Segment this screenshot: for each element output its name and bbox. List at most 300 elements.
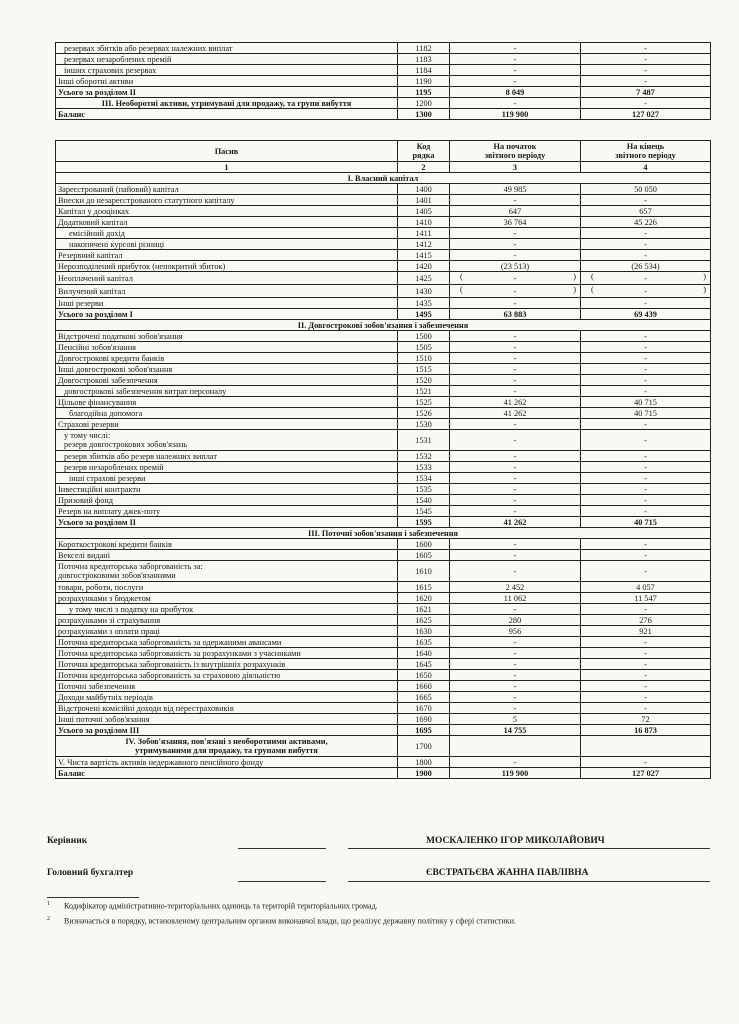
row-value-end: - [581,331,711,342]
row-label: емісійний дохід [69,228,125,238]
row-name [56,109,398,120]
row-name [56,364,398,375]
table-row [56,528,711,539]
table-row [56,725,711,736]
row-name [56,582,398,593]
row-value-start: - [450,670,581,681]
row-value-end: - [581,342,711,353]
row-value-start: - [450,353,581,364]
header-code: Код рядка [398,141,450,162]
row-value-start: - [450,484,581,495]
row-code: 1420 [398,261,450,272]
row-code: 1695 [398,725,450,736]
row-code: 1521 [398,386,450,397]
row-label: Вилучений капітал [58,286,126,296]
row-value-start: 8 049 [450,87,581,98]
table-row [56,195,711,206]
row-code: 1401 [398,195,450,206]
row-value-start: 119 900 [450,768,581,779]
row-name [56,757,398,768]
footnote-2: $^2$ Визначається в порядку, встановленому центральним органом виконавчої влади, що реалізує державну політику у сфері статистики. [47,916,516,926]
row-name [56,681,398,692]
row-code: 1620 [398,593,450,604]
row-code: 1411 [398,228,450,239]
row-value-start: - [450,375,581,386]
section-title: II. Довгострокові зобов'язання і забезпечення [56,320,711,331]
table-row [56,261,711,272]
paren-close: ) [573,272,576,281]
row-name [56,285,398,298]
table-row [56,65,711,76]
row-code: 1540 [398,495,450,506]
row-value-end: (26 534) [581,261,711,272]
table-row [56,43,711,54]
row-label: Поточна кредиторська заборгованість із внутрішніх розрахунків [58,659,286,669]
paren-open: ( [460,285,463,294]
table-row [56,768,711,779]
paren-value: - [644,286,647,296]
row-label: Інші резерви [58,298,104,308]
row-code: 1534 [398,473,450,484]
row-label: Інші поточні зобов'язання [58,714,150,724]
row-value-start: 36 764 [450,217,581,228]
row-code: 1600 [398,539,450,550]
row-label: Довгострокові забезпечення [58,375,158,385]
row-value-end: 50 050 [581,184,711,195]
row-code: 1532 [398,451,450,462]
row-name [56,703,398,714]
table-row [56,217,711,228]
row-name [56,87,398,98]
row-value-end: - [581,98,711,109]
row-code: 1410 [398,217,450,228]
row-label: Інші довгострокові зобов'язання [58,364,173,374]
row-name [56,736,398,757]
row-code: 1515 [398,364,450,375]
row-code: 1545 [398,506,450,517]
row-code: 1182 [398,43,450,54]
row-value-end: 16 873 [581,725,711,736]
row-label: Неоплачений капітал [58,273,133,283]
row-name [56,430,398,451]
row-name [56,451,398,462]
accountant-name-line [348,881,710,882]
header-end: На кінець звітного періоду [581,141,711,162]
row-value-end: - [581,670,711,681]
row-code: 1425 [398,272,450,285]
row-code: 1195 [398,87,450,98]
header-start: На початок звітного періоду [450,141,581,162]
row-code: 1625 [398,615,450,626]
row-label: благодійна допомога [69,408,143,418]
row-code: 1531 [398,430,450,451]
row-value-end: - [581,228,711,239]
row-label-cont: утримуваними для продажу, та групами вибуття [135,746,318,755]
table-row [56,703,711,714]
row-name [56,550,398,561]
row-value-end [581,285,711,298]
table-row [56,561,711,582]
row-value-end: 40 715 [581,397,711,408]
row-name [56,309,398,320]
row-value-start: 41 262 [450,397,581,408]
row-code: 1535 [398,484,450,495]
head-signature-line [238,848,326,849]
row-label: Короткострокові кредити банків [58,539,172,549]
paren-open: ( [591,285,594,294]
table-row [56,298,711,309]
row-value-end: - [581,54,711,65]
row-name [56,637,398,648]
row-label: резервах незароблених премій [64,54,172,64]
row-label: Резервний капітал [58,250,123,260]
row-label: Поточна кредиторська заборгованість за страховою діяльністю [58,670,281,680]
row-label: III. Необоротні активи, утримувані для продажу, та групи вибуття [101,98,352,108]
row-name [56,397,398,408]
row-label: Пенсійні зобов'язання [58,342,136,352]
row-name [56,408,398,419]
row-label: Відстрочені податкові зобов'язання [58,331,183,341]
table-row [56,408,711,419]
paren-open: ( [591,272,594,281]
table-row [56,364,711,375]
row-value-start: 2 452 [450,582,581,593]
row-label: Призовий фонд [58,495,114,505]
table-row [56,670,711,681]
row-name [56,65,398,76]
row-name [56,250,398,261]
table-row [56,285,711,298]
table-row [56,228,711,239]
row-code: 1526 [398,408,450,419]
row-value-end: - [581,757,711,768]
row-value-end: - [581,451,711,462]
row-label: Внески до незареєстрованого статутного капіталу [58,195,235,205]
table-row [56,76,711,87]
table-row [56,342,711,353]
table-row [56,54,711,65]
row-value-start: - [450,462,581,473]
row-code: 1500 [398,331,450,342]
table-row [56,87,711,98]
row-label: Страхові резерви [58,419,119,429]
table-row [56,550,711,561]
row-code: 1595 [398,517,450,528]
row-value-start: - [450,65,581,76]
table-row [56,484,711,495]
row-code: 1184 [398,65,450,76]
row-label: розрахунками зі страхування [58,615,161,625]
table-row [56,615,711,626]
row-code: 1430 [398,285,450,298]
row-value-start: - [450,250,581,261]
row-value-end: - [581,703,711,714]
row-value-end: 7 487 [581,87,711,98]
table-row [56,98,711,109]
row-code: 1621 [398,604,450,615]
row-value-start: - [450,98,581,109]
section-title: I. Власний капітал [56,173,711,184]
row-value-start: - [450,76,581,87]
table-row [56,692,711,703]
row-label: Цільове фінансування [58,397,137,407]
row-name [56,206,398,217]
row-name [56,626,398,637]
row-code: 1650 [398,670,450,681]
row-code: 1635 [398,637,450,648]
row-code: 1615 [398,582,450,593]
row-value-end: 40 715 [581,517,711,528]
row-value-start: - [450,648,581,659]
row-name [56,375,398,386]
row-value-start: - [450,430,581,451]
table-row [56,604,711,615]
table-row [56,736,711,757]
row-code: 1183 [398,54,450,65]
row-value-start: - [450,550,581,561]
row-name [56,648,398,659]
column-number-row [56,162,711,173]
row-value-end: - [581,681,711,692]
row-code: 1405 [398,206,450,217]
row-code: 1630 [398,626,450,637]
row-value-end: 657 [581,206,711,217]
row-name [56,228,398,239]
row-code: 1665 [398,692,450,703]
row-value-start: - [450,239,581,250]
row-value-start [450,736,581,757]
paren-value: - [644,273,647,283]
row-label: Інші оборотні активи [58,76,134,86]
colnum-3: 3 [450,162,581,173]
row-value-start: - [450,659,581,670]
table-row [56,309,711,320]
row-value-end: 921 [581,626,711,637]
row-value-start: - [450,43,581,54]
row-label: розрахунками з оплати праці [58,626,160,636]
table-row [56,714,711,725]
table-row [56,250,711,261]
row-value-end: 40 715 [581,408,711,419]
row-name [56,714,398,725]
row-label: IV. Зобов'язання, пов'язані з необоротними активами, [125,737,328,746]
row-label: Векселі видані [58,550,111,560]
row-value-end: - [581,239,711,250]
row-value-start: - [450,195,581,206]
row-name [56,184,398,195]
row-value-start: 11 062 [450,593,581,604]
row-label: Зареєстрований (пайовий) капітал [58,184,179,194]
row-label: товари, роботи, послуги [58,582,144,592]
row-value-end: - [581,375,711,386]
row-value-start: - [450,506,581,517]
row-name [56,561,398,582]
row-name [56,419,398,430]
row-value-start: 280 [450,615,581,626]
row-label: Додатковий капітал [58,217,128,227]
row-value-start: 49 985 [450,184,581,195]
row-code: 1670 [398,703,450,714]
row-value-start: - [450,637,581,648]
row-value-end: - [581,561,711,582]
table-row [56,659,711,670]
row-value-start: - [450,331,581,342]
row-value-end: 127 027 [581,768,711,779]
row-value-start: - [450,342,581,353]
row-code: 1505 [398,342,450,353]
row-value-end: 69 439 [581,309,711,320]
row-code: 1533 [398,462,450,473]
row-value-start: - [450,386,581,397]
table-row [56,495,711,506]
balance-top-table [55,42,711,120]
row-value-end: - [581,430,711,451]
row-name [56,43,398,54]
row-label: Доходи майбутніх періодів [58,692,153,702]
row-value-start: - [450,539,581,550]
row-value-end: 127 027 [581,109,711,120]
row-name [56,342,398,353]
row-code: 1495 [398,309,450,320]
row-value-start: - [450,692,581,703]
row-label: у тому числі з податку на прибуток [69,604,194,614]
paren-open: ( [460,272,463,281]
row-value-start: 63 883 [450,309,581,320]
row-code: 1520 [398,375,450,386]
row-label: Усього за розділом II [58,87,137,97]
accountant-signature-line [238,881,326,882]
row-name [56,484,398,495]
row-code: 1900 [398,768,450,779]
table-row [56,272,711,285]
row-code: 1400 [398,184,450,195]
row-label: Усього за розділом I [58,309,133,319]
row-value-end: 45 226 [581,217,711,228]
row-name [56,217,398,228]
table-header-row [56,141,711,162]
table-row [56,375,711,386]
row-value-end: - [581,495,711,506]
accountant-name: ЄВСТРАТЬЄВА ЖАННА ПАВЛІВНА [426,868,589,878]
row-label: Довгострокові кредити банків [58,353,165,363]
row-label: інших страхових резервах [64,65,157,75]
table-row [56,473,711,484]
footnote-1: $^1$ Кодифікатор адміністративно-територіальних одиниць та територій територіальних громад. [47,901,378,911]
row-name [56,517,398,528]
table-row [56,626,711,637]
row-code: 1510 [398,353,450,364]
row-name [56,331,398,342]
row-label: Поточна кредиторська заборгованість за одержаними авансами [58,637,282,647]
row-name [56,604,398,615]
row-value-start [450,285,581,298]
table-row [56,506,711,517]
row-label: накопичені курсові різниці [69,239,165,249]
row-name [56,261,398,272]
row-label: V. Чиста вартість активів недержавного пенсійного фонду [58,757,264,767]
table-row [56,430,711,451]
table-row [56,397,711,408]
row-value-end: - [581,43,711,54]
row-value-end: 11 547 [581,593,711,604]
row-code: 1690 [398,714,450,725]
row-value-end: - [581,648,711,659]
row-name [56,195,398,206]
row-name [56,615,398,626]
row-name [56,506,398,517]
row-code: 1645 [398,659,450,670]
row-label: резерв збитків або резерв належних виплат [64,451,217,461]
row-name [56,692,398,703]
table-row [56,386,711,397]
table-row [56,451,711,462]
row-value-start: - [450,681,581,692]
row-label: Усього за розділом III [58,725,140,735]
row-name [56,495,398,506]
row-value-start [450,272,581,285]
row-value-end: 72 [581,714,711,725]
row-code: 1300 [398,109,450,120]
row-label: резерв незароблених премій [64,462,164,472]
row-value-start: - [450,757,581,768]
row-code: 1415 [398,250,450,261]
row-value-end [581,272,711,285]
row-code: 1190 [398,76,450,87]
row-code: 1530 [398,419,450,430]
row-label: Баланс [58,768,85,778]
row-name [56,659,398,670]
row-label: Відстрочені комісійні доходи від перестраховиків [58,703,234,713]
table-row [56,419,711,430]
table-row [56,331,711,342]
row-value-end: - [581,637,711,648]
colnum-1: 1 [56,162,398,173]
row-name [56,386,398,397]
row-name [56,539,398,550]
table-row [56,184,711,195]
row-value-end: - [581,484,711,495]
row-name [56,76,398,87]
row-value-end: - [581,353,711,364]
table-row [56,582,711,593]
row-label: Поточні забезпечення [58,681,136,691]
head-label: Керівник [47,836,88,846]
row-code: 1640 [398,648,450,659]
row-name [56,98,398,109]
paren-value: - [513,273,517,283]
table-row [56,757,711,768]
row-code: 1660 [398,681,450,692]
footnote-divider [47,897,139,898]
row-label: розрахунками з бюджетом [58,593,151,603]
colnum-2: 2 [398,162,450,173]
row-value-end [581,736,711,757]
row-code: 1412 [398,239,450,250]
row-value-end: - [581,550,711,561]
row-label-cont: резерв довгострокових зобов'язань [64,440,188,449]
row-value-start: - [450,604,581,615]
table-row [56,109,711,120]
table-row [56,517,711,528]
row-value-start: 41 262 [450,408,581,419]
row-value-start: 119 900 [450,109,581,120]
row-value-end: - [581,386,711,397]
row-name [56,593,398,604]
head-name-line [348,848,710,849]
row-value-end: - [581,65,711,76]
row-value-start: 41 262 [450,517,581,528]
row-label: Нерозподілений прибуток (непокритий збиток) [58,261,226,271]
